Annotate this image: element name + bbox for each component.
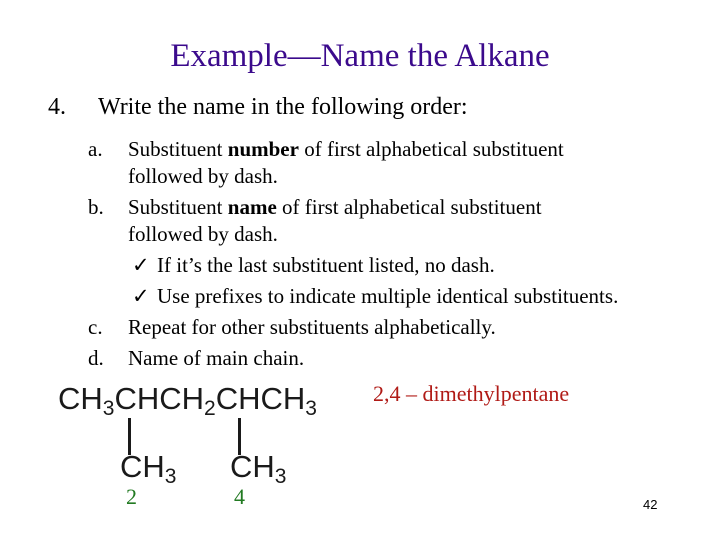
step-number: 4.	[48, 94, 66, 120]
step-4	[48, 94, 468, 121]
item-a-text-post: of first alphabetical substituent	[298, 137, 564, 161]
check-item-1	[132, 253, 495, 278]
formula-part: CHCH	[114, 381, 205, 416]
item-b-text-post: of first alphabetical substituent	[276, 195, 542, 219]
item-a-label: a.	[88, 137, 103, 161]
methyl-branch-c4	[230, 449, 286, 489]
check-item-1-text: If it’s the last substituent listed, no dash.	[157, 253, 495, 277]
methyl-branch-c2	[120, 449, 176, 489]
item-a-bold: number	[227, 137, 299, 161]
item-d-label: d.	[88, 346, 104, 370]
main-chain-formula	[58, 381, 317, 421]
item-c	[88, 315, 496, 340]
position-number-4: 4	[234, 484, 245, 509]
item-b-text-pre: Substituent	[128, 195, 228, 219]
slide-title: Example—Name the Alkane	[170, 38, 550, 74]
item-b-label: b.	[88, 195, 104, 219]
check-item-2	[132, 284, 618, 309]
item-d-text: Name of main chain.	[128, 346, 305, 370]
formula-part: CH	[120, 449, 165, 484]
checkmark-icon: ✓	[132, 284, 150, 308]
item-b-bold: name	[227, 195, 277, 219]
formula-subscript: 3	[102, 397, 115, 420]
step-text: Write the name in the following order:	[98, 94, 468, 120]
item-d	[88, 346, 304, 371]
position-number-2: 2	[126, 484, 137, 509]
formula-part: CH	[230, 449, 275, 484]
item-b-continuation: followed by dash.	[128, 222, 278, 246]
item-a	[88, 137, 564, 162]
checkmark-icon: ✓	[132, 253, 150, 277]
item-b	[88, 195, 542, 220]
item-a-continuation: followed by dash.	[128, 164, 278, 188]
formula-subscript: 3	[164, 465, 177, 488]
formula-subscript: 2	[204, 397, 216, 420]
slide-number: 42	[643, 497, 658, 512]
item-a-text-pre: Substituent	[128, 137, 228, 161]
formula-part: CH	[58, 381, 103, 416]
formula-subscript: 3	[274, 465, 287, 488]
item-c-label: c.	[88, 315, 103, 339]
formula-part: CHCH	[215, 381, 306, 416]
item-c-text: Repeat for other substituents alphabetically.	[128, 315, 496, 339]
formula-subscript: 3	[305, 397, 317, 420]
check-item-2-text: Use prefixes to indicate multiple identical substituents.	[157, 284, 619, 308]
answer-name: 2,4 – dimethylpentane	[373, 381, 570, 406]
